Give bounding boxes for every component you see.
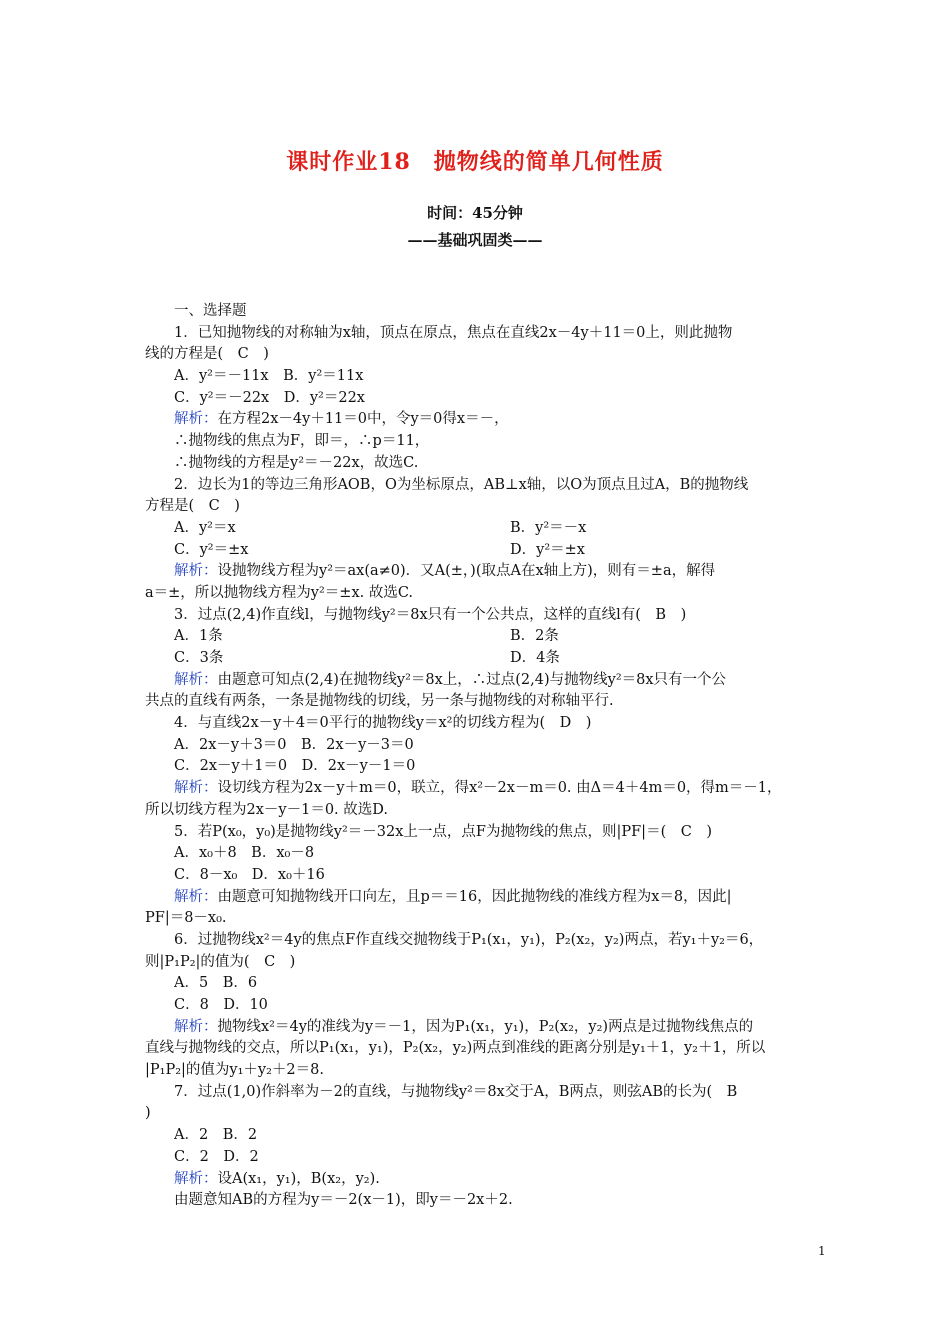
analysis-line bbox=[145, 561, 810, 583]
text-line: 所以切线方程为2x－y－1＝0. 故选D. bbox=[145, 801, 388, 818]
text-line: ) bbox=[145, 1105, 151, 1122]
text-line: 1．已知抛物线的对称轴为x轴，顶点在原点，焦点在直线2x－4y＋11＝0上，则此抛物 bbox=[174, 324, 733, 341]
text-line: 直线与抛物线的交点，所以P₁(x₁，y₁)，P₂(x₂，y₂)两点到准线的距离分别是y₁＋1，y₂＋1，所以 bbox=[145, 1040, 766, 1057]
option-left: A．y²＝x bbox=[174, 519, 236, 536]
answer-options-row bbox=[145, 518, 810, 540]
answer-options-row bbox=[145, 540, 810, 562]
option-right: B．2条 bbox=[510, 628, 559, 645]
text-line: ∴抛物线的方程是y²＝－22x，故选C. bbox=[174, 454, 419, 471]
analysis-text: 设切线方程为2x－y＋m＝0，联立，得x²－2x－m＝0. 由Δ＝4＋4m＝0，得m＝－1， bbox=[217, 780, 782, 797]
page-number: 1 bbox=[818, 1244, 826, 1258]
text-line: 方程是( C ) bbox=[145, 498, 240, 515]
question-type-heading: 一、选择题 bbox=[174, 303, 247, 319]
section-heading: ——基础巩固类—— bbox=[407, 231, 543, 249]
analysis-text: 设抛物线方程为y²＝ax(a≠0)．又A(±，)(取点A在x轴上方)，则有＝±a，解得 bbox=[217, 563, 716, 580]
text-line: A．x₀＋8 B．x₀－8 bbox=[174, 845, 315, 862]
text-line: 共点的直线有两条，一条是抛物线的切线，另一条与抛物线的对称轴平行. bbox=[145, 693, 614, 710]
analysis-line bbox=[145, 409, 810, 431]
text-line: PF|＝8－x₀. bbox=[145, 910, 227, 927]
text-line: |P₁P₂|的值为y₁＋y₂＋2＝8. bbox=[145, 1062, 324, 1079]
text-line: 线的方程是( C ) bbox=[145, 346, 269, 363]
option-right: D．y²＝±x bbox=[510, 541, 585, 558]
text-line: 则|P₁P₂|的值为( C ) bbox=[145, 953, 296, 970]
analysis-label: 解析： bbox=[174, 888, 218, 905]
question-content bbox=[145, 301, 810, 1212]
answer-options-row bbox=[145, 648, 810, 670]
analysis-text: 由题意可知点(2,4)在抛物线y²＝8x上，∴过点(2,4)与抛物线y²＝8x只有一个公 bbox=[217, 671, 727, 688]
text-line: C．8 D．10 bbox=[174, 997, 268, 1013]
analysis-line bbox=[145, 1017, 810, 1039]
text-line: C．y²＝－22x D．y²＝22x bbox=[174, 389, 365, 406]
analysis-label: 解析： bbox=[174, 1170, 218, 1187]
option-right: B．y²＝－x bbox=[510, 519, 587, 536]
analysis-text: 抛物线x²＝4y的准线为y＝－1，因为P₁(x₁，y₁)，P₂(x₂，y₂)两点是过抛物线焦点的 bbox=[217, 1018, 754, 1035]
text-line: 4．与直线2x－y＋4＝0平行的抛物线y＝x²的切线方程为( D ) bbox=[174, 715, 592, 732]
text-line: 6．过抛物线x²＝4y的焦点F作直线交抛物线于P₁(x₁，y₁)，P₂(x₂，y₂)两点，若y₁＋y₂＝6， bbox=[174, 931, 764, 948]
answer-options-row bbox=[145, 626, 810, 648]
text-line: 2．边长为1的等边三角形AOB，O为坐标原点，AB⊥x轴，以O为顶点且过A，B的抛物线 bbox=[174, 476, 749, 493]
text-line: 由题意知AB的方程为y＝－2(x－1)，即y＝－2x＋2. bbox=[174, 1192, 513, 1209]
analysis-label: 解析： bbox=[174, 563, 218, 580]
text-line: ∴抛物线的焦点为F，即＝，∴p＝11， bbox=[174, 433, 430, 450]
option-left: A．1条 bbox=[174, 628, 223, 645]
analysis-text: 由题意可知抛物线开口向左，且p＝＝16，因此抛物线的准线方程为x＝8，因此| bbox=[217, 888, 732, 905]
analysis-line bbox=[145, 778, 810, 800]
option-right: D．4条 bbox=[510, 650, 560, 666]
text-line: C．2x－y＋1＝0 D．2x－y－1＝0 bbox=[174, 758, 416, 775]
text-line: A．y²＝－11x B．y²＝11x bbox=[174, 368, 364, 385]
text-line: A．2x－y＋3＝0 B．2x－y－3＝0 bbox=[174, 736, 414, 753]
analysis-text: 在方程2x－4y＋11＝0中，令y＝0得x＝－， bbox=[217, 411, 509, 428]
text-line: a＝±，所以抛物线方程为y²＝±x. 故选C. bbox=[145, 584, 414, 601]
page-title: 课时作业18 抛物线的简单几何性质 bbox=[286, 149, 664, 175]
time-limit: 时间：45分钟 bbox=[427, 204, 523, 222]
option-left: C．3条 bbox=[174, 650, 224, 666]
text-line: C．2 D．2 bbox=[174, 1148, 259, 1165]
analysis-line bbox=[145, 1169, 810, 1191]
text-line: 5．若P(x₀，y₀)是抛物线y²＝－32x上一点，点F为抛物线的焦点，则|PF|＝( C ) bbox=[174, 823, 712, 840]
analysis-line bbox=[145, 670, 810, 692]
analysis-label: 解析： bbox=[174, 411, 218, 428]
analysis-label: 解析： bbox=[174, 671, 218, 688]
text-line: C．8－x₀ D．x₀＋16 bbox=[174, 866, 325, 883]
option-left: C．y²＝±x bbox=[174, 541, 249, 558]
question-lines bbox=[145, 323, 810, 1212]
text-line: 3．过点(2,4)作直线l，与抛物线y²＝8x只有一个公共点，这样的直线l有( B ) bbox=[174, 606, 687, 623]
analysis-text: 设A(x₁，y₁)，B(x₂，y₂). bbox=[217, 1170, 380, 1187]
text-line: 7．过点(1,0)作斜率为－2的直线，与抛物线y²＝8x交于A，B两点，则弦AB的长为( B bbox=[174, 1083, 738, 1100]
text-line: A．5 B．6 bbox=[174, 975, 258, 992]
text-line: A．2 B．2 bbox=[174, 1127, 258, 1144]
analysis-label: 解析： bbox=[174, 1018, 218, 1035]
analysis-label: 解析： bbox=[174, 780, 218, 797]
analysis-line bbox=[145, 887, 810, 909]
